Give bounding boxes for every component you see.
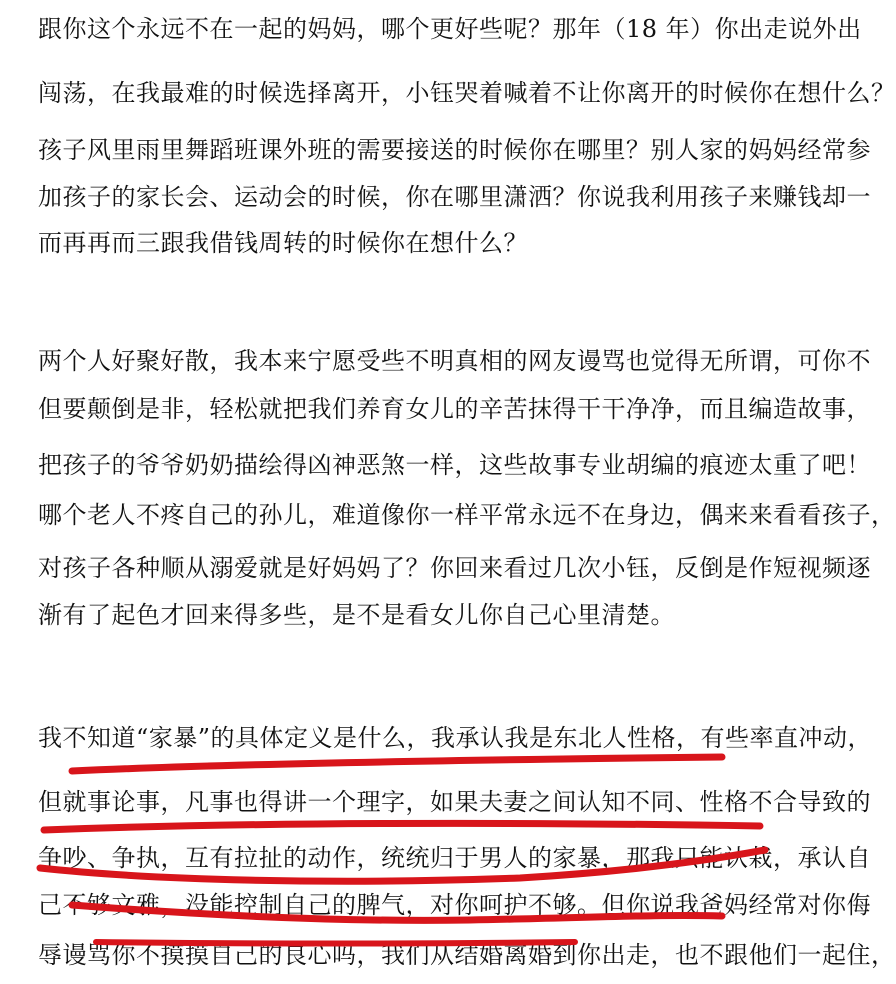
text-line-10: 对孩子各种顺从溺爱就是好妈妈了？你回来看过几次小钰，反倒是作短视频逐	[38, 554, 871, 582]
text-line-1: 跟你这个永远不在一起的妈妈，哪个更好些呢？那年（18 年）你出走说外出	[38, 15, 862, 43]
text-line-3: 孩子风里雨里舞蹈班课外班的需要接送的时候你在哪里？别人家的妈妈经常参	[38, 136, 871, 164]
text-line-6: 两个人好聚好散，我本来宁愿受些不明真相的网友谩骂也觉得无所谓，可你不	[38, 347, 871, 375]
text-line-11: 渐有了起色才回来得多些，是不是看女儿你自己心里清楚。	[38, 601, 675, 629]
text-line-9: 哪个老人不疼自己的孙儿，难道像你一样平常永远不在身边，偶来来看看孩子，	[38, 501, 896, 529]
text-line-2: 闯荡，在我最难的时候选择离开，小钰哭着喊着不让你离开的时候你在想什么？	[38, 79, 896, 107]
text-line-4: 加孩子的家长会、运动会的时候，你在哪里潇洒？你说我利用孩子来赚钱却一	[38, 183, 871, 211]
red-underline-2	[44, 823, 760, 830]
text-line-15: 己不够文雅，没能控制自己的脾气，对你呵护不够。但你说我爸妈经常对你侮	[38, 891, 871, 919]
text-line-12: 我不知道“家暴”的具体定义是什么，我承认我是东北人性格，有些率直冲动，	[38, 724, 873, 752]
text-line-13: 但就事论事，凡事也得讲一个理字，如果夫妻之间认知不同、性格不合导致的	[38, 788, 871, 816]
red-underline-1	[72, 757, 722, 771]
text-line-8: 把孩子的爷爷奶奶描绘得凶神恶煞一样，这些故事专业胡编的痕迹太重了吧！	[38, 451, 871, 479]
text-line-14: 争吵、争执，互有拉扯的动作，统统归于男人的家暴，那我只能认栽，承认自	[38, 844, 871, 872]
text-line-7: 但要颠倒是非，轻松就把我们养育女儿的辛苦抹得干干净净，而且编造故事，	[38, 395, 871, 423]
text-line-5: 而再再而三跟我借钱周转的时候你在想什么？	[38, 229, 528, 257]
text-line-16: 辱谩骂你不摸摸自己的良心吗，我们从结婚离婚到你出走，也不跟他们一起住，	[38, 941, 896, 969]
